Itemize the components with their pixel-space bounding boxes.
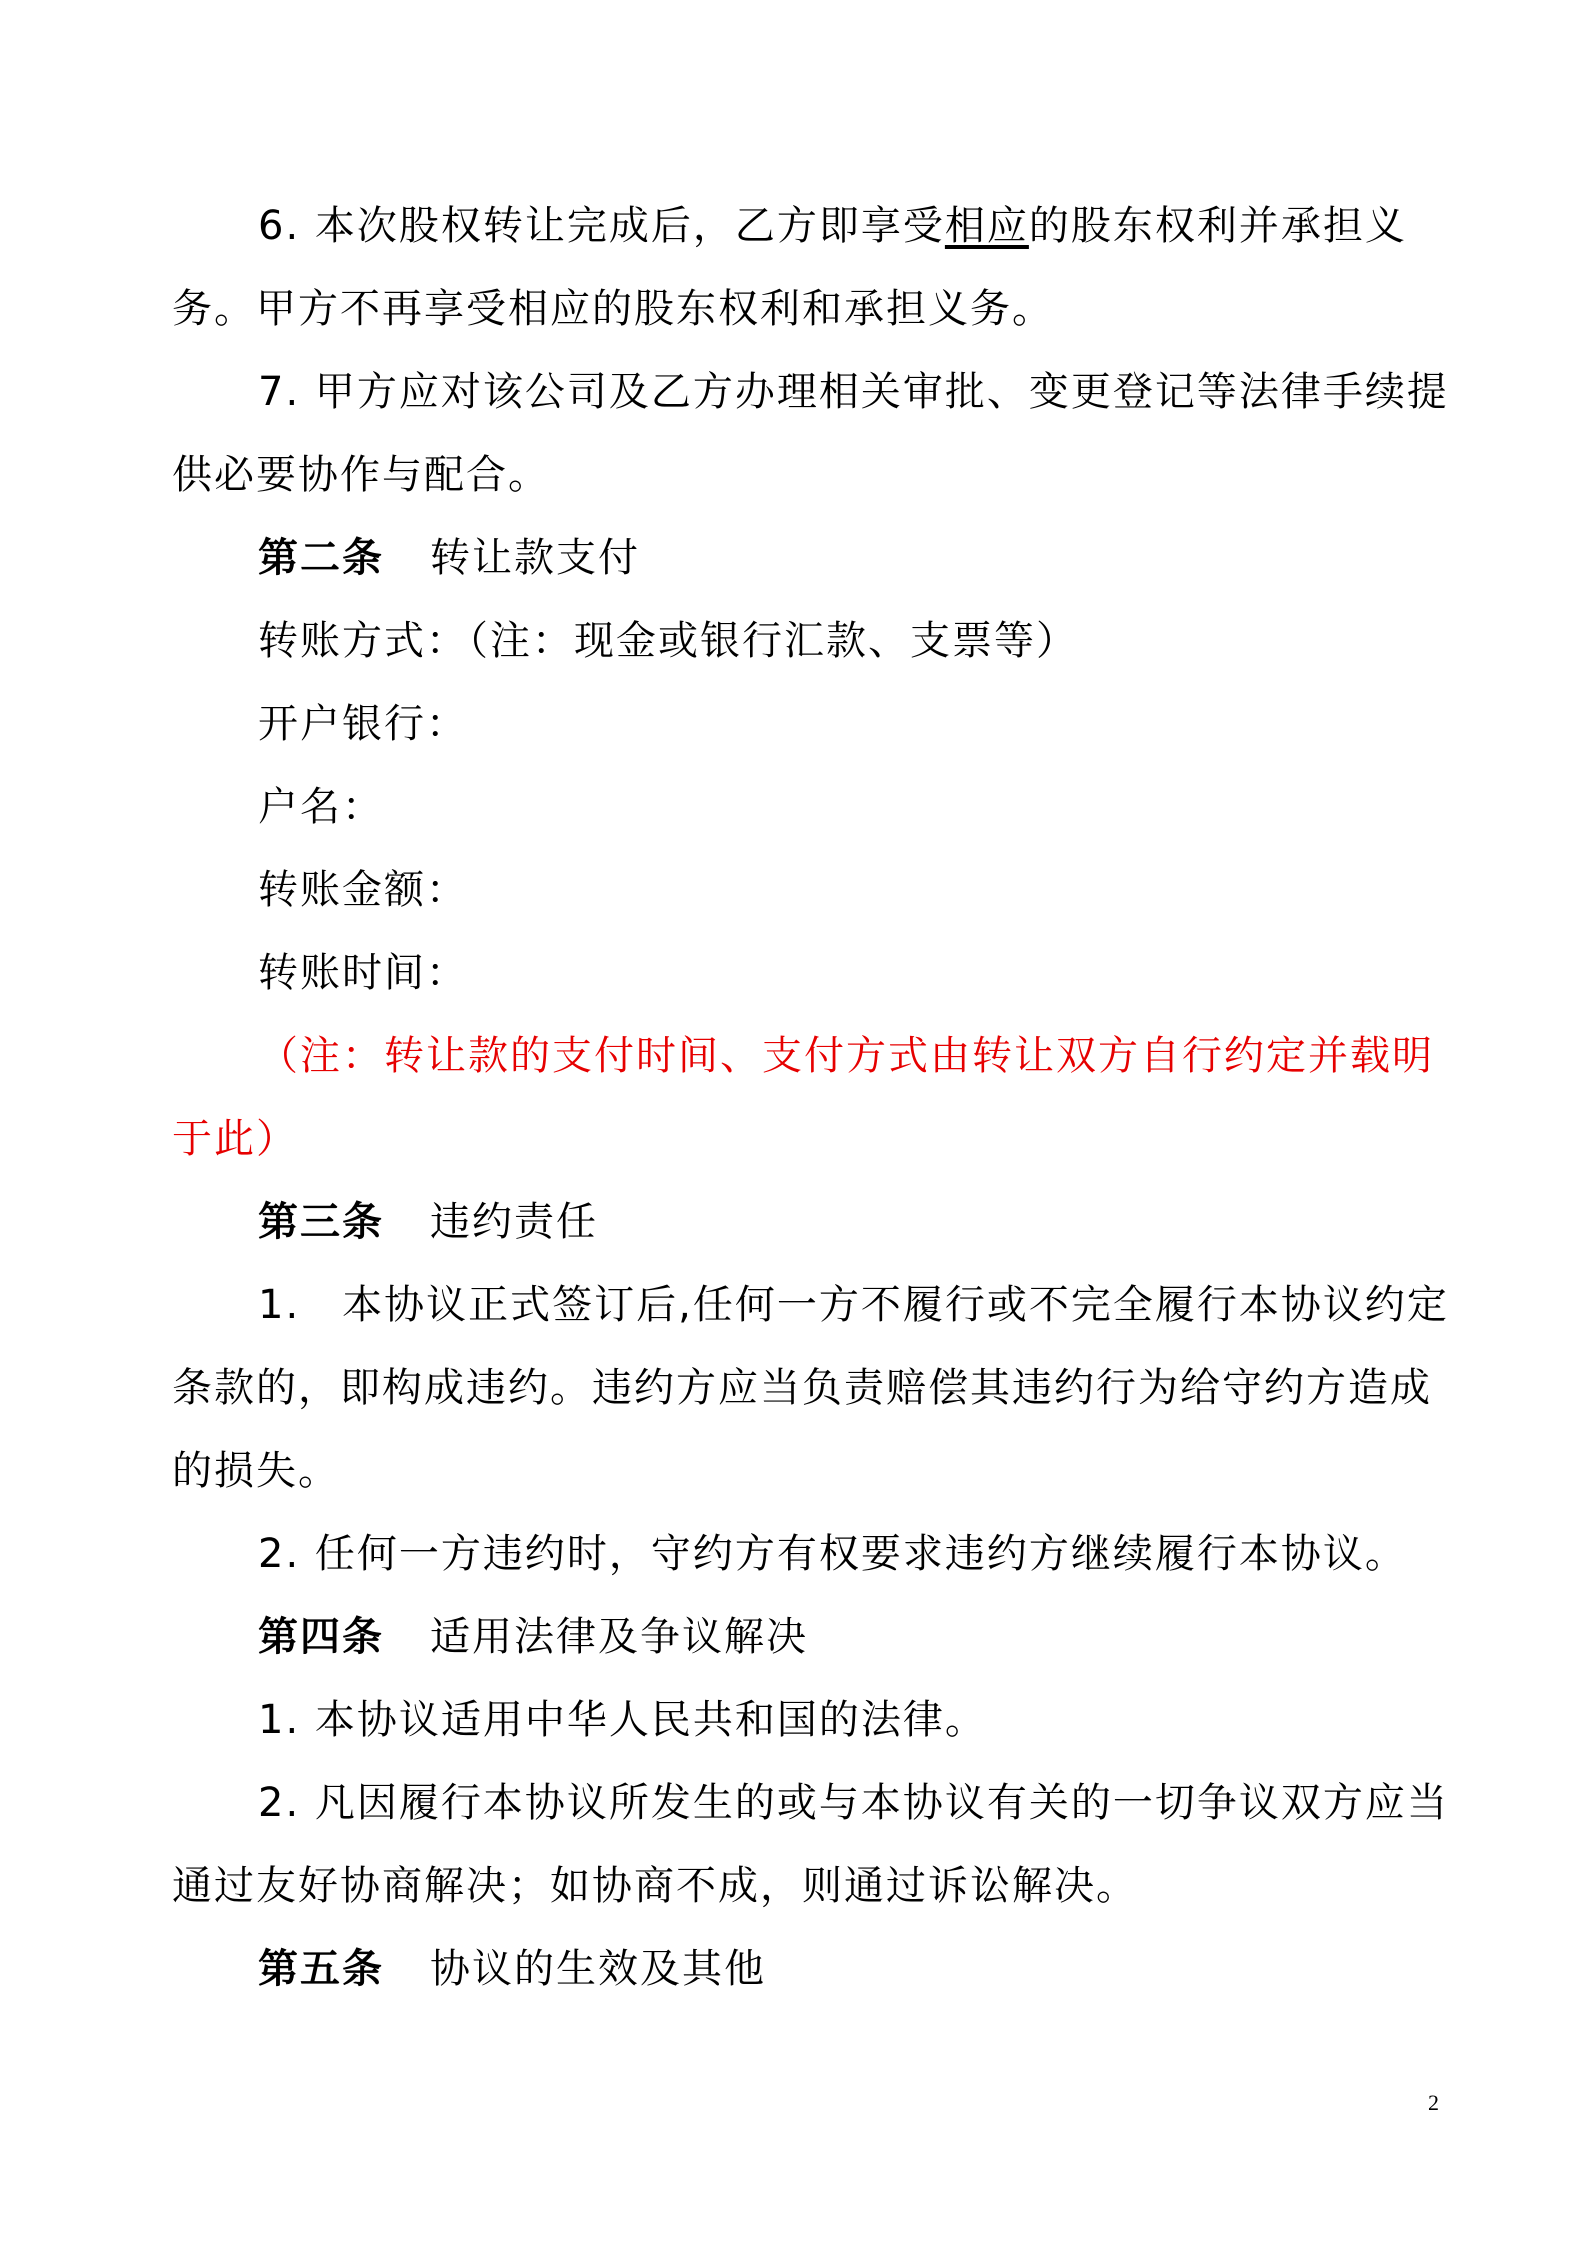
clause-7: 7. 甲方应对该公司及乙方办理相关审批、变更登记等法律手续提供必要协作与配合。: [172, 369, 1449, 498]
article-3-item-1: 1. 本协议正式签订后,任何一方不履行或不完全履行本协议约定条款的，即构成违约。违约方应当负责赔偿其违约行为给守约方造成的损失。: [172, 1282, 1449, 1494]
article-4-heading: [172, 1596, 1452, 1679]
clause-6-text-before: 6. 本次股权转让完成后，乙方即享受: [258, 203, 945, 249]
clause-6-text-after: 的股东权利并承担义务。甲方不再享受相应的股东权利和承担义务。: [172, 203, 1407, 332]
article-3-heading: [172, 1181, 1452, 1264]
clause-6: [172, 185, 1452, 351]
article-2-number: 第二条: [258, 535, 384, 581]
article-5-number: 第五条: [258, 1946, 384, 1992]
document-body: [172, 185, 1452, 2011]
article-5-heading: [172, 1928, 1452, 2011]
transfer-time-line: 转账时间：: [258, 950, 468, 996]
clause-6-underlined-text: 相应: [944, 203, 1029, 249]
article-3-item-2: 2. 任何一方违约时，守约方有权要求违约方继续履行本协议。: [258, 1531, 1407, 1577]
bank-line: 开户银行：: [258, 701, 468, 747]
article-3-number: 第三条: [258, 1199, 384, 1245]
article-5-title: 协议的生效及其他: [430, 1946, 766, 1992]
article-2-heading: [172, 517, 1452, 600]
page-number: 2: [1428, 2090, 1439, 2115]
article-4-title: 适用法律及争议解决: [430, 1614, 808, 1660]
transfer-method-line: 转账方式：（注：现金或银行汇款、支票等）: [258, 618, 1078, 664]
payment-note: （注：转让款的支付时间、支付方式由转让双方自行约定并载明于此）: [172, 1033, 1434, 1162]
account-name-line: 户名：: [258, 784, 384, 830]
article-2-title: 转让款支付: [430, 535, 640, 581]
article-4-item-2: 2. 凡因履行本协议所发生的或与本协议有关的一切争议双方应当通过友好协商解决；如协商不成，则通过诉讼解决。: [172, 1780, 1449, 1909]
article-3-title: 违约责任: [430, 1199, 598, 1245]
amount-line: 转账金额：: [258, 867, 468, 913]
article-4-item-1: 1. 本协议适用中华人民共和国的法律。: [258, 1697, 987, 1743]
article-4-number: 第四条: [258, 1614, 384, 1660]
